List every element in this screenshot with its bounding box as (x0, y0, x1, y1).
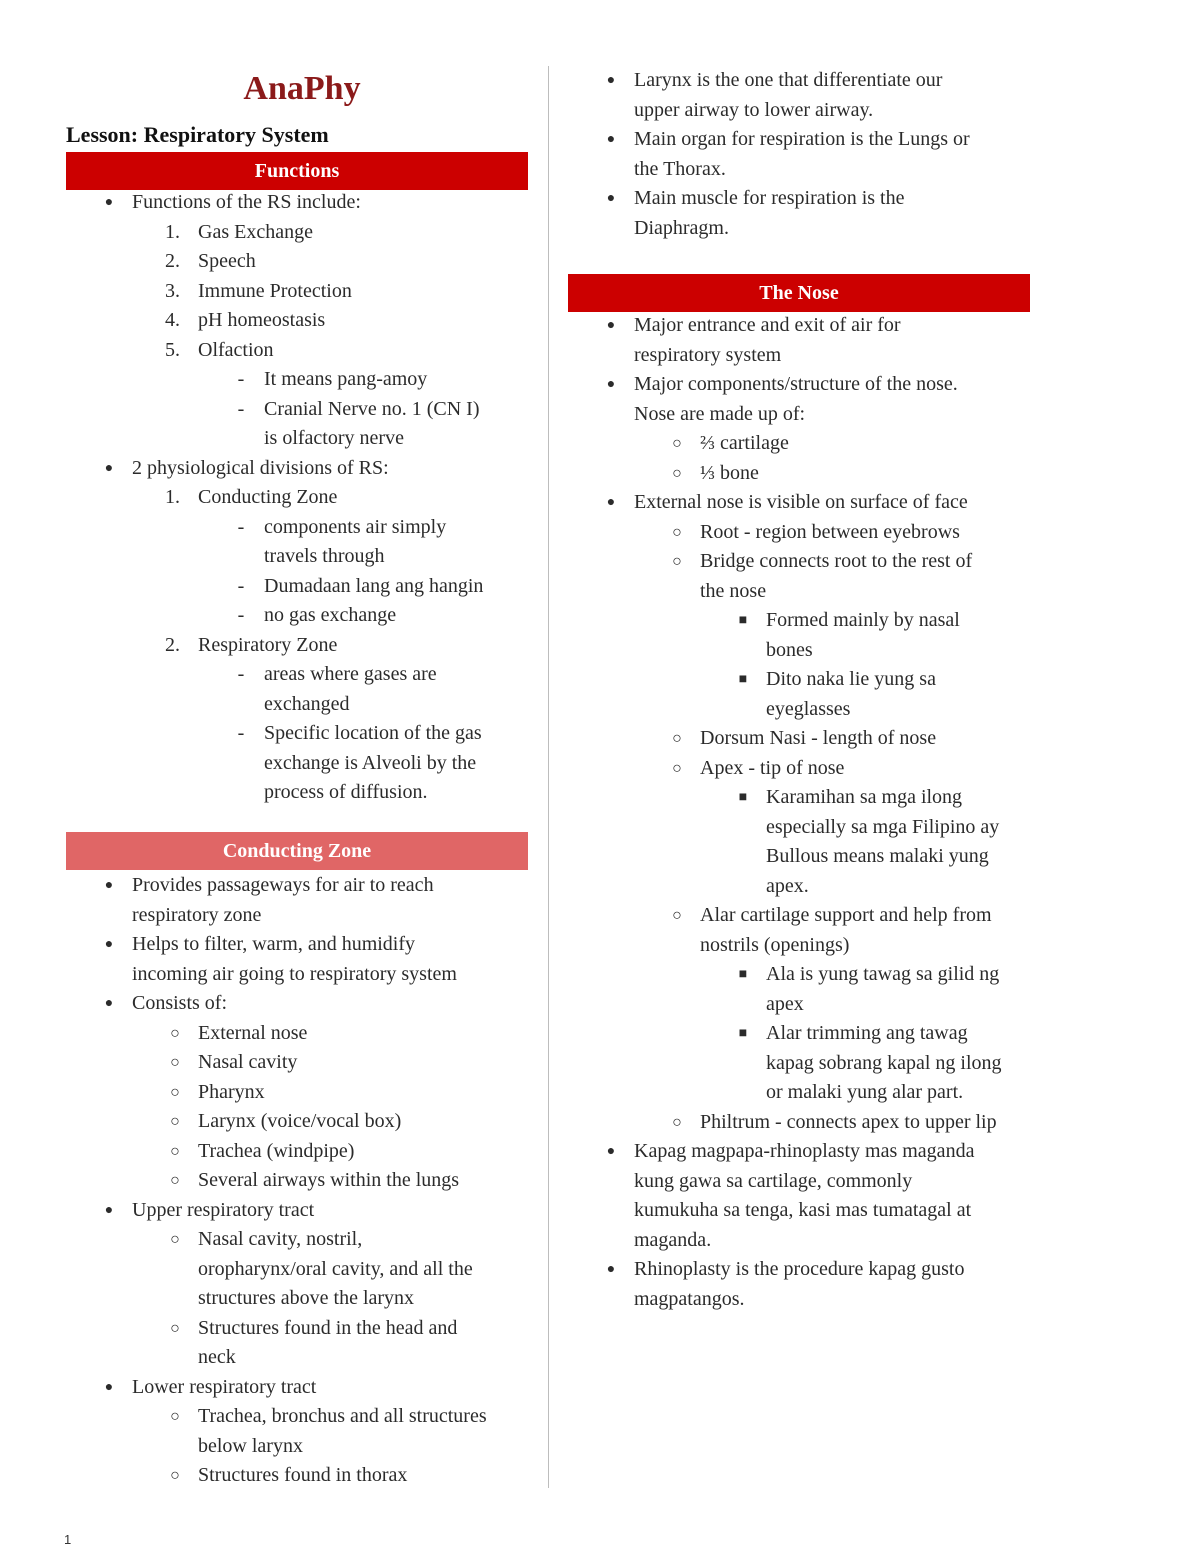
list-item: process of diffusion. (264, 781, 428, 803)
list-item: structures above the larynx (198, 1287, 415, 1309)
list-item: ■ Karamihan sa mga ilong (568, 783, 1048, 813)
circle-bullet-icon: ○ (672, 1113, 682, 1131)
bullet-icon: ● (104, 1202, 114, 1218)
list-item: the nose (700, 579, 767, 602)
list-item: 1. Conducting Zone (165, 486, 338, 508)
list-item: ● Functions of the RS include: (66, 188, 536, 218)
list-item: ○ Dorsum Nasi - length of nose (568, 724, 1048, 754)
circle-bullet-icon: ○ (672, 435, 682, 452)
list-item: respiratory zone (132, 903, 262, 926)
bullet-icon: ● (606, 132, 616, 147)
bullet-icon: ● (606, 318, 616, 333)
list-item: ○ Apex - tip of nose (568, 754, 1048, 784)
list-item: kung gawa sa cartilage, commonly (634, 1169, 913, 1192)
the-nose-heading: The Nose (568, 274, 1030, 312)
list-item: ■ Alar trimming ang tawag (568, 1019, 1048, 1049)
list-item: 2. Speech (165, 250, 256, 272)
list-item: - Dumadaan lang ang hangin (66, 572, 536, 602)
list-item: Nose are made up of: (634, 402, 806, 425)
list-item: ● Main organ for respiration is the Lungs or (568, 125, 1048, 155)
dash-icon: - (237, 722, 245, 744)
list-item: ● Upper respiratory tract (66, 1196, 536, 1226)
list-item: the Thorax. (634, 157, 726, 180)
list-item: ■ Ala is yung tawag sa gilid ng (568, 960, 1048, 990)
list-item: eyeglasses (766, 697, 851, 720)
list-item: is olfactory nerve (264, 427, 404, 449)
list-item: ○ ⅓ bone (568, 459, 1048, 489)
list-item: ■ Formed mainly by nasal (568, 606, 1048, 636)
list-item: or malaki yung alar part. (766, 1081, 964, 1103)
column-divider (548, 66, 549, 1488)
functions-heading: Functions (66, 152, 528, 190)
list-item: - It means pang-amoy (66, 365, 536, 395)
circle-bullet-icon: ○ (672, 523, 682, 541)
circle-bullet-icon: ○ (672, 730, 682, 747)
list-item: ● Lower respiratory tract (66, 1373, 536, 1403)
list-item: ○ Pharynx (66, 1078, 536, 1108)
circle-bullet-icon: ○ (672, 464, 682, 482)
list-item: ● Kapag magpapa-rhinoplasty mas maganda (568, 1137, 1048, 1167)
list-item: - no gas exchange (66, 601, 536, 631)
list-item: upper airway to lower airway. (634, 98, 874, 121)
bullet-icon: ● (606, 73, 616, 88)
list-item: ● Major entrance and exit of air for (568, 311, 1048, 341)
list-item: bones (766, 638, 813, 661)
circle-bullet-icon: ○ (170, 1467, 180, 1484)
dash-icon: - (237, 368, 245, 390)
list-item: ○ Several airways within the lungs (66, 1166, 536, 1196)
intro-list (568, 66, 1048, 243)
square-bullet-icon: ■ (738, 790, 748, 805)
list-item: 3. Immune Protection (165, 279, 352, 302)
list-item: ● Main muscle for respiration is the (568, 184, 1048, 214)
list-item: respiratory system (634, 343, 782, 366)
page-number: 1 (64, 1532, 72, 1547)
circle-bullet-icon: ○ (170, 1083, 180, 1101)
bullet-icon: ● (606, 191, 616, 206)
list-item: ○ Larynx (voice/vocal box) (66, 1107, 536, 1137)
list-item: ● External nose is visible on surface of face (568, 488, 1048, 518)
square-bullet-icon: ■ (738, 613, 748, 628)
lesson-title: Lesson: Respiratory System (66, 122, 329, 147)
list-item: Bullous means malaki yung (766, 845, 989, 867)
list-item: below larynx (198, 1434, 303, 1457)
list-item: ○ Bridge connects root to the rest of (568, 547, 1048, 577)
dash-icon: - (237, 663, 245, 685)
bullet-icon: ● (104, 878, 114, 893)
list-item: 4. pH homeostasis (165, 309, 326, 331)
circle-bullet-icon: ○ (170, 1024, 180, 1042)
dash-icon: - (237, 604, 245, 626)
circle-bullet-icon: ○ (170, 1142, 180, 1160)
bullet-icon: ● (104, 1379, 114, 1395)
list-item: apex. (766, 874, 809, 897)
circle-bullet-icon: ○ (170, 1408, 180, 1425)
list-item: ○ Root - region between eyebrows (568, 518, 1048, 548)
list-item: ○ ⅔ cartilage (568, 429, 1048, 459)
bullet-icon: ● (606, 495, 616, 510)
list-item: ● Larynx is the one that differentiate our (568, 66, 1048, 96)
circle-bullet-icon: ○ (672, 907, 682, 924)
list-item: neck (198, 1346, 236, 1368)
list-item: - Specific location of the gas (66, 719, 536, 749)
list-item: ○ Structures found in the head and (66, 1314, 536, 1344)
list-item: ○ Trachea, bronchus and all structures (66, 1402, 536, 1432)
list-item: ○ Structures found in thorax (66, 1461, 536, 1491)
conducting-zone-list (66, 871, 536, 1491)
bullet-icon: ● (104, 937, 114, 952)
functions-list (66, 188, 536, 808)
list-item: ○ Nasal cavity, nostril, (66, 1225, 536, 1255)
list-item: - components air simply (66, 513, 536, 543)
list-item: apex (766, 992, 804, 1015)
circle-bullet-icon: ○ (170, 1231, 180, 1248)
bullet-icon: ● (606, 1262, 616, 1277)
list-item: ○ Nasal cavity (66, 1048, 536, 1078)
conducting-zone-heading: Conducting Zone (66, 832, 528, 870)
list-item: ● Rhinoplasty is the procedure kapag gusto (568, 1255, 1048, 1285)
list-item: incoming air going to respiratory system (132, 962, 457, 985)
list-item: kapag sobrang kapal ng ilong (766, 1051, 1002, 1074)
dash-icon: - (237, 397, 245, 420)
list-item: - Cranial Nerve no. 1 (CN I) (66, 395, 536, 425)
list-item: ○ Philtrum - connects apex to upper lip (568, 1108, 1048, 1138)
list-item: ● Provides passageways for air to reach (66, 871, 536, 901)
circle-bullet-icon: ○ (170, 1172, 180, 1189)
list-item: ● 2 physiological divisions of RS: (66, 454, 536, 484)
list-item: kumukuha sa tenga, kasi mas tumatagal at (634, 1199, 972, 1221)
list-item: Diaphragm. (634, 216, 729, 239)
list-item: ○ Alar cartilage support and help from (568, 901, 1048, 931)
list-item: ● Consists of: (66, 989, 536, 1019)
list-item: ● Major components/structure of the nose. (568, 370, 1048, 400)
list-item: magpatangos. (634, 1287, 745, 1310)
list-item: ○ Trachea (windpipe) (66, 1137, 536, 1167)
bullet-icon: ● (606, 377, 616, 392)
list-item: ■ Dito naka lie yung sa (568, 665, 1048, 695)
list-item: ○ External nose (66, 1019, 536, 1049)
bullet-icon: ● (104, 996, 114, 1011)
list-item: nostrils (openings) (700, 933, 850, 956)
bullet-icon: ● (104, 195, 114, 210)
square-bullet-icon: ■ (738, 967, 748, 982)
document-title: AnaPhy (243, 70, 361, 107)
bullet-icon: ● (606, 1144, 616, 1159)
list-item: travels through (264, 545, 385, 567)
square-bullet-icon: ■ (738, 1026, 748, 1041)
circle-bullet-icon: ○ (672, 759, 682, 777)
list-item: maganda. (634, 1228, 712, 1251)
list-item: ● Helps to filter, warm, and humidify (66, 930, 536, 960)
list-item: 1. Gas Exchange (165, 220, 313, 243)
circle-bullet-icon: ○ (170, 1054, 180, 1071)
circle-bullet-icon: ○ (672, 553, 682, 570)
list-item: oropharynx/oral cavity, and all the (198, 1257, 473, 1280)
list-item: exchanged (264, 692, 350, 715)
dash-icon: - (237, 574, 245, 597)
bullet-icon: ● (104, 460, 114, 476)
list-item: 2. Respiratory Zone (165, 633, 338, 656)
list-item: - areas where gases are (66, 660, 536, 690)
list-item: especially sa mga Filipino ay (766, 815, 1000, 838)
circle-bullet-icon: ○ (170, 1113, 180, 1130)
square-bullet-icon: ■ (738, 672, 748, 687)
dash-icon: - (237, 515, 245, 538)
nose-list (568, 311, 1048, 1314)
list-item: 5. Olfaction (165, 338, 274, 361)
list-item: exchange is Alveoli by the (264, 751, 477, 774)
circle-bullet-icon: ○ (170, 1319, 180, 1337)
